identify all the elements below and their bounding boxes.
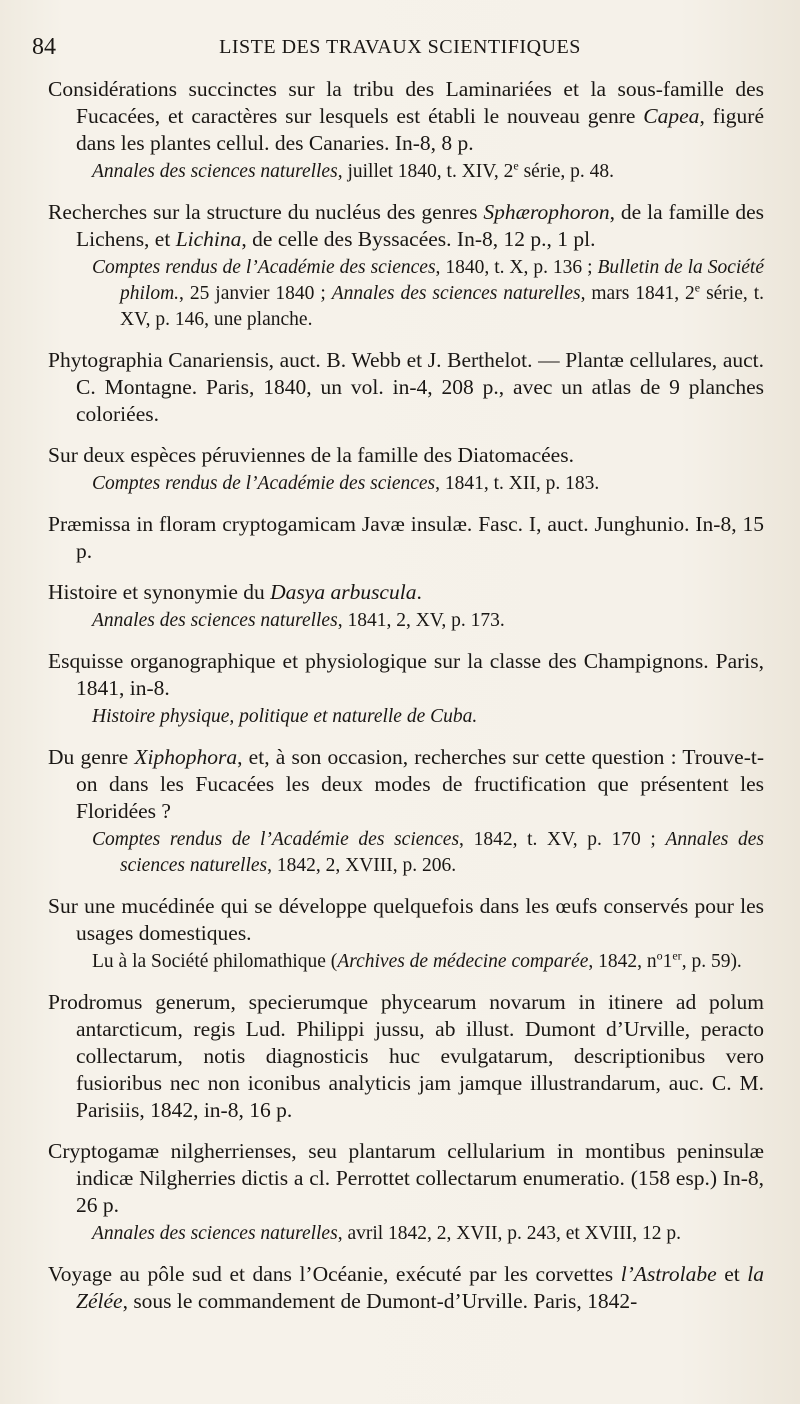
entry-title xyxy=(48,76,764,157)
entry-title xyxy=(48,347,764,428)
page-number: 84 xyxy=(32,34,56,60)
entry-reference xyxy=(48,704,764,730)
italic-text: Histoire physique, politique et naturelle de Cuba. xyxy=(92,706,478,727)
running-head: LISTE DES TRAVAUX SCIENTIFIQUES xyxy=(219,36,581,58)
bibliography-entry xyxy=(48,1138,764,1247)
bibliography-entry xyxy=(48,76,764,185)
entry-title xyxy=(48,199,764,253)
entry-title xyxy=(48,442,764,469)
entry-title xyxy=(48,989,764,1124)
bibliography-entry xyxy=(48,511,764,565)
text-run: 1 xyxy=(662,951,673,972)
italic-text: Bulletin de la Société philom. xyxy=(120,257,764,304)
text-run: Histoire et synonymie du xyxy=(48,580,271,604)
superscript: er xyxy=(672,948,682,963)
entry-title xyxy=(48,579,764,606)
italic-text: Annales des sciences naturelles xyxy=(331,283,581,304)
text-run: , de la famille des Lichens, et xyxy=(76,200,765,251)
text-run: Lu à la Société philomathique ( xyxy=(92,951,338,972)
italic-text: Annales des sciences naturelles xyxy=(92,161,338,182)
text-run: Recherches sur la structure du nucléus des genres xyxy=(48,200,484,224)
bibliography-entry xyxy=(48,989,764,1124)
entry-reference xyxy=(48,159,764,185)
entry-reference xyxy=(48,608,764,634)
italic-text: l’Astrolabe xyxy=(620,1262,717,1286)
text-run: , de celle des Byssacées. In-8, 12 p., 1 pl. xyxy=(241,227,596,251)
text-run: , 1842, n xyxy=(588,951,657,972)
entry-reference xyxy=(48,1221,764,1247)
bibliography-entry xyxy=(48,347,764,428)
italic-text: Sphærophoron xyxy=(483,200,610,224)
text-run: Phytographia Canariensis, auct. B. Webb et J. Berthelot. — Plantæ cellulares, auct. C. Montagne. Paris, 1840, un vol. in-4, 208 p., avec un atlas de 9 planches coloriées. xyxy=(48,348,764,426)
text-run: Cryptogamæ nilgherrienses, seu plantarum cellularium in montibus peninsulæ indicæ Nilgherries dictis a cl. Perrottet collectarum enumeratio. (158 esp.) In-8, 26 p. xyxy=(48,1139,764,1217)
text-run: , 1842, t. XV, p. 170 ; xyxy=(459,829,666,850)
text-run: , figuré dans les plantes cellul. des Canaries. In-8, 8 p. xyxy=(76,104,764,155)
bibliography-entry xyxy=(48,744,764,879)
italic-text: Annales des sciences naturelles xyxy=(92,1223,338,1244)
text-run: , avril 1842, 2, XVII, p. 243, et XVIII, 12 p. xyxy=(337,1223,682,1244)
entry-reference xyxy=(48,471,764,497)
bibliography-entry xyxy=(48,1261,764,1315)
italic-text: Xiphophora xyxy=(134,745,238,769)
italic-text: Comptes rendus de l’Académie des sciences xyxy=(92,829,460,850)
italic-text: Comptes rendus de l’Académie des sciences xyxy=(92,257,436,278)
superscript: e xyxy=(694,280,701,295)
page-header xyxy=(0,34,800,74)
text-run: Du genre xyxy=(48,745,135,769)
text-run: et xyxy=(716,1262,748,1286)
italic-text: la Zélée xyxy=(76,1262,764,1313)
text-run: Prodromus generum, specierumque phycearum novarum in itinere ad polum antarcticum, regis Lud. Philippi jussu, ab illust. Dumont d’Urville, peracto collectarum, notis diagnosticis huc evulgatarum, descriptionibus vero fusioribus nec non iconibus analyticis jam jamque illustrandarum, auc. C. M. Parisiis, 1842, in-8, 16 p. xyxy=(48,990,764,1122)
text-run: Voyage au pôle sud et dans l’Océanie, exécuté par les corvettes xyxy=(48,1262,621,1286)
text-run: , 25 janvier 1840 ; xyxy=(179,283,332,304)
text-run: . xyxy=(416,580,422,604)
text-run: , 1842, 2, XVIII, p. 206. xyxy=(267,855,457,876)
text-run: , 1841, t. XII, p. 183. xyxy=(435,473,600,494)
italic-text: Annales des sciences naturelles xyxy=(120,829,764,876)
bibliography-entry xyxy=(48,199,764,333)
italic-text: Archives de médecine comparée xyxy=(337,951,589,972)
text-run: Esquisse organographique et physiologique sur la classe des Champignons. Paris, 1841, in-8. xyxy=(48,649,764,700)
entry-reference xyxy=(48,255,764,333)
text-run: série, p. 48. xyxy=(518,161,615,182)
text-run: , 1840, t. X, p. 136 ; xyxy=(435,257,598,278)
text-run: Sur deux espèces péruviennes de la famille des Diatomacées. xyxy=(48,443,574,467)
entry-title xyxy=(48,648,764,702)
entry-title xyxy=(48,511,764,565)
entry-title xyxy=(48,1138,764,1219)
text-run: , p. 59). xyxy=(681,951,742,972)
text-run: Considérations succinctes sur la tribu des Laminariées et la sous-famille des Fucacées, et caractères sur lesquels est établi le nouveau genre xyxy=(48,77,764,128)
entry-reference xyxy=(48,949,764,975)
entry-title xyxy=(48,893,764,947)
superscript: e xyxy=(513,158,519,173)
text-run: série, t. XV, p. 146, une planche. xyxy=(120,283,764,330)
italic-text: Annales des sciences naturelles xyxy=(92,610,338,631)
italic-text: Capea xyxy=(643,104,700,128)
text-run: , sous le commandement de Dumont-d’Urville. Paris, 1842- xyxy=(122,1289,638,1313)
bibliography-entry xyxy=(48,893,764,975)
bibliography-entry xyxy=(48,579,764,634)
entry-title xyxy=(48,1261,764,1315)
entry-reference xyxy=(48,827,764,879)
text-run: , 1841, 2, XV, p. 173. xyxy=(337,610,505,631)
text-run: , et, à son occasion, recherches sur cette question : Trouve-t-on dans les Fucacées les deux modes de fructification que présentent les Floridées ? xyxy=(76,745,764,823)
text-run: Præmissa in floram cryptogamicam Javæ insulæ. Fasc. I, auct. Junghunio. In-8, 15 p. xyxy=(48,512,764,563)
superscript: o xyxy=(656,948,663,963)
text-run: , juillet 1840, t. XIV, 2 xyxy=(337,161,514,182)
text-run: , mars 1841, 2 xyxy=(580,283,695,304)
italic-text: Dasya arbuscula xyxy=(270,580,417,604)
bibliography-entry xyxy=(48,442,764,497)
entry-title xyxy=(48,744,764,825)
italic-text: Comptes rendus de l’Académie des sciences xyxy=(92,473,436,494)
italic-text: Lichina xyxy=(175,227,242,251)
bibliography-list xyxy=(48,76,764,1329)
bibliography-entry xyxy=(48,648,764,730)
text-run: Sur une mucédinée qui se développe quelquefois dans les œufs conservés pour les usages domestiques. xyxy=(48,894,764,945)
